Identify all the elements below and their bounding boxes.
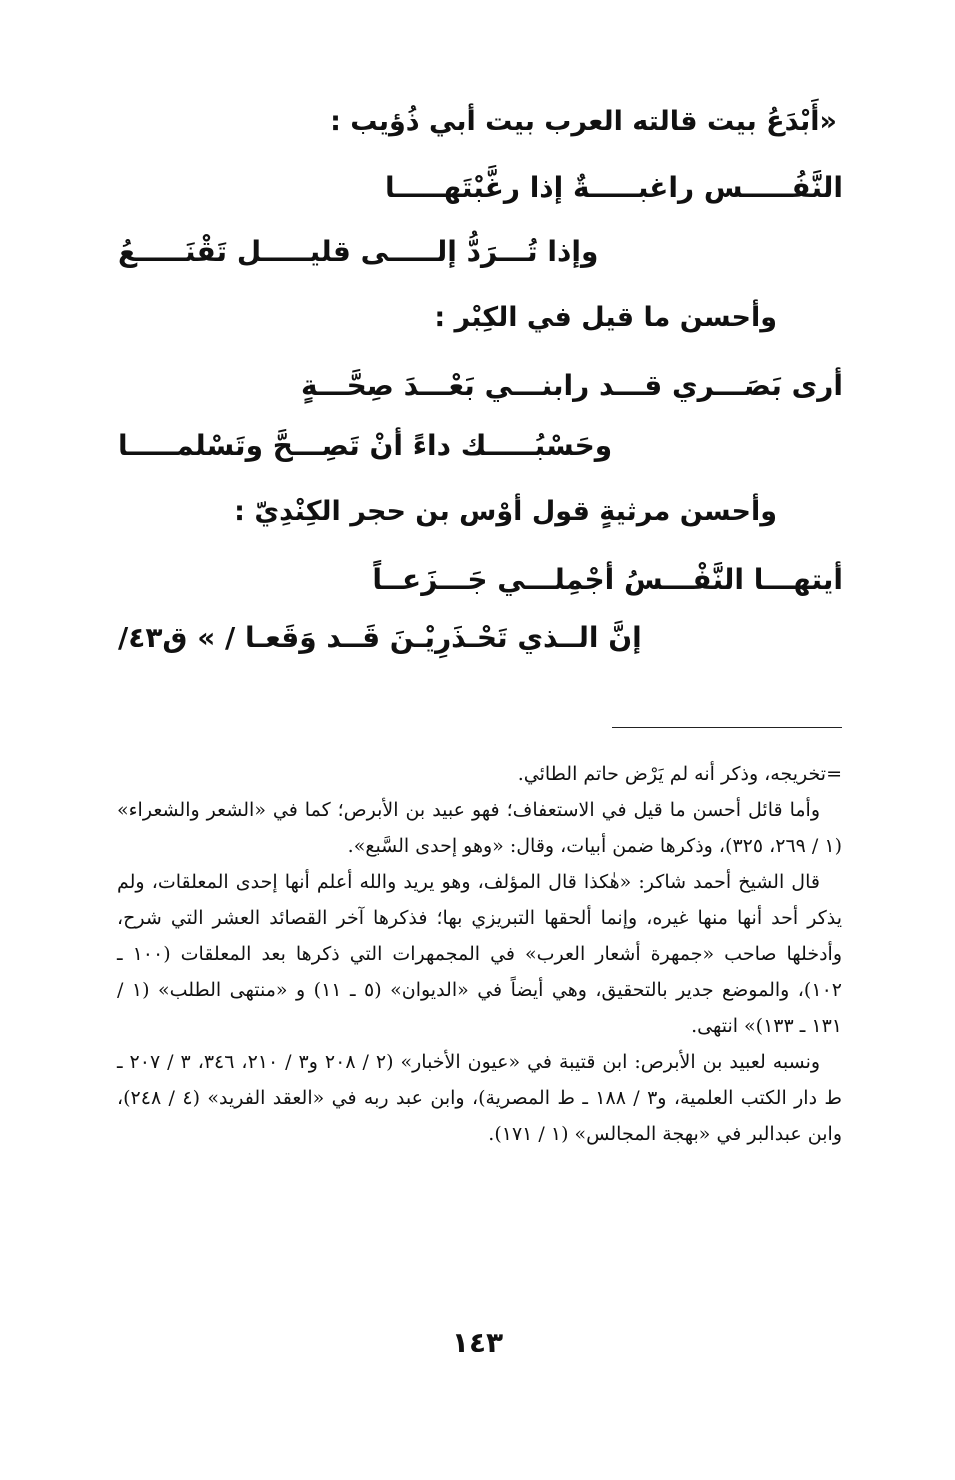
- verse-3-first-hemistich: أيتهـــا النَّفْـــسُ أجْمِلـــي جَـــزَعــاً: [372, 563, 843, 596]
- footnote-paragraph-1: =تخريجه، وذكر أنه لم يَرْض حاتم الطائي.: [517, 763, 842, 785]
- footnotes-block: [117, 756, 842, 1152]
- footnote-paragraph-4: ونسبه لعبيد بن الأبرص: ابن قتيبة في «عيون الأخبار» (٢ / ٢٠٨ و٣ / ٢١٠، ٣٤٦، ٣ / ٢٠٧ ـ ط دار الكتب العلمية، و٣ / ١٨٨ ـ ط المصرية)، وابن عبد ربه في «العقد الفريد» (٤ / ٢٤٨)، وابن عبدالبر في «بهجة المجالس» (١ / ١٧١).: [117, 1051, 842, 1145]
- verse-1-second-hemistich: وإذا تُـــرَدُّ إلـــــى قليـــــل تَقْنَـــــعُ: [118, 235, 599, 268]
- page-number: ١٤٣: [451, 1326, 504, 1359]
- footnote-paragraph-3: قال الشيخ أحمد شاكر: «هٰكذا قال المؤلف، وهو يريد والله أعلم أنها إحدى المعلقات، ولم يذكر أحد أنها منها غيره، وإنما ألحقها التبريزي بها؛ فذكرها آخر القصائد العشر التي شرح، وأدخلها صاحب «جمهرة أشعار العرب» في المجمهرات التي ذكرها بعد المعلقات (١٠٠ ـ ١٠٢)، والموضع جدير بالتحقيق، وهي أيضاً في «الديوان» (٥ ـ ١١) و «منتهى الطلب» (١ / ١٣١ ـ ١٣٣)» انتهى.: [117, 871, 843, 1037]
- verse-1-first-hemistich: النَّفُـــــس راغبـــــةٌ إذا رغَّبْتَهـــــا: [385, 171, 843, 204]
- intro-line: «أَبْدَعُ بيت قالته العرب بيت أبي ذُؤيب :: [330, 106, 837, 137]
- section-heading-elegy: وأحسن مرثيةٍ قول أوْس بن حجر الكِنْدِيّ :: [234, 496, 777, 527]
- footnote-separator: [612, 727, 842, 728]
- section-heading-old-age: وأحسن ما قيل في الكِبْر :: [434, 302, 777, 333]
- verse-2-second-hemistich: وحَسْبُـــــك داءً أنْ تَصِـــحَّ وتَسْلمـــــا: [118, 429, 613, 462]
- footnote-paragraph-2: وأما قائل أحسن ما قيل في الاستعفاف؛ فهو عبيد بن الأبرص؛ كما في «الشعر والشعراء» (١ / ٢٦٩، ٣٢٥)، وذكرها ضمن أبيات، وقال: «وهو إحدى السَّبع».: [117, 799, 842, 857]
- verse-2-first-hemistich: أرى بَصَـــري قـــد رابنـــي بَعْـــدَ صِحَّـــةٍ: [300, 369, 843, 402]
- verse-3-second-hemistich: إنَّ الــذي تَحْـذَرِيْـنَ قَــد وَقَعـا / » ق٤٣/: [118, 621, 642, 654]
